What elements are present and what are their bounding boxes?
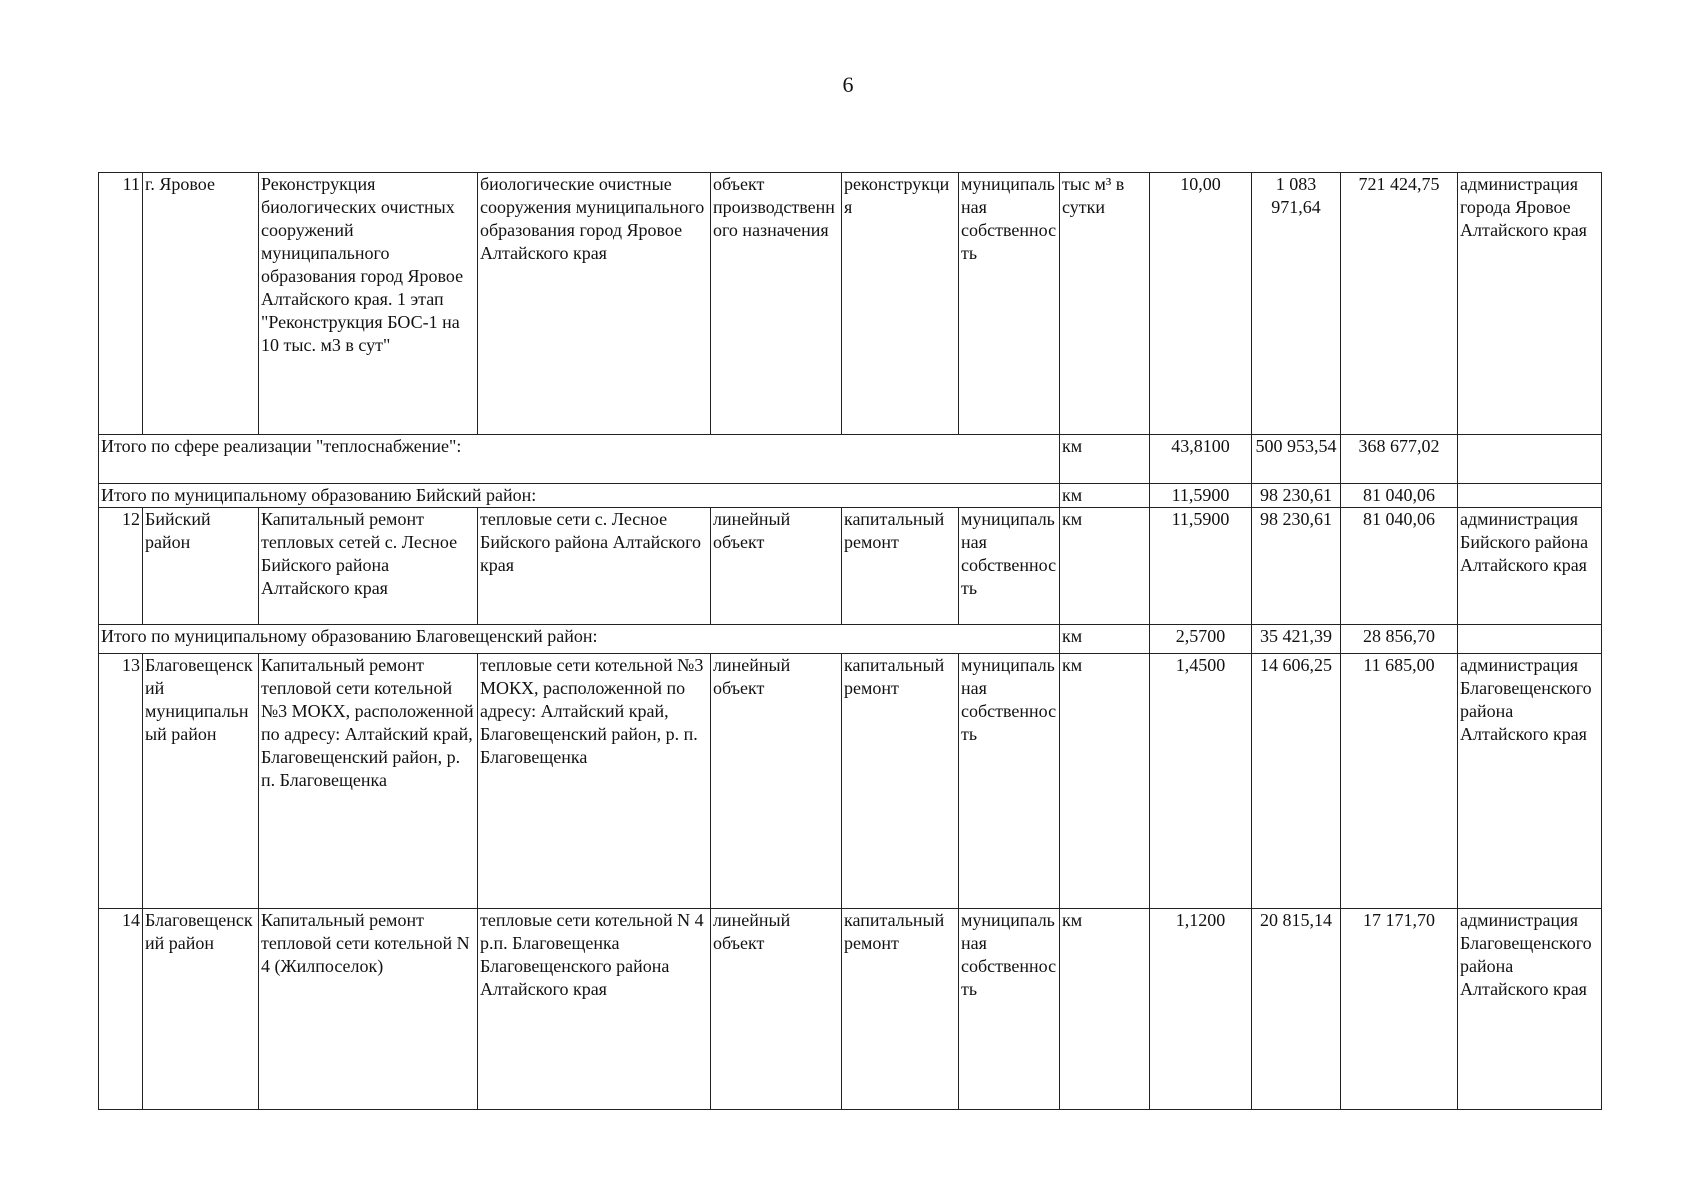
object-name-cell: биологические очистные сооружения муниципального образования город Яровое Алтайского края xyxy=(478,173,711,435)
total-unit: км xyxy=(1060,625,1150,654)
ownership-cell: муниципальная собственность xyxy=(959,173,1060,435)
object-type-cell: линейный объект xyxy=(711,654,842,909)
total-cost-total: 98 230,61 xyxy=(1252,484,1341,508)
capacity-cell: 1,1200 xyxy=(1150,909,1252,1110)
row-number: 13 xyxy=(99,654,143,909)
municipality-cell: Благовещенский муниципальный район xyxy=(143,654,259,909)
customer-cell: администрация Благовещенского района Алтайского края xyxy=(1458,909,1602,1110)
projects-table xyxy=(98,172,1602,1110)
project-name-cell: Капитальный ремонт тепловых сетей с. Лесное Бийского района Алтайского края xyxy=(259,508,478,625)
unit-cell: км xyxy=(1060,909,1150,1110)
cost-total-cell: 20 815,14 xyxy=(1252,909,1341,1110)
total-empty xyxy=(1458,484,1602,508)
total-row xyxy=(99,435,1602,484)
object-name-cell: тепловые сети с. Лесное Бийского района Алтайского края xyxy=(478,508,711,625)
object-type-cell: линейный объект xyxy=(711,909,842,1110)
ownership-cell: муниципальная собственность xyxy=(959,654,1060,909)
municipality-cell: Бийский район xyxy=(143,508,259,625)
work-type-cell: капитальный ремонт xyxy=(842,654,959,909)
total-capacity: 43,8100 xyxy=(1150,435,1252,484)
cost-budget-cell: 721 424,75 xyxy=(1341,173,1458,435)
total-row xyxy=(99,625,1602,654)
object-type-cell: объект производственного назначения xyxy=(711,173,842,435)
page-number: 6 xyxy=(842,72,854,97)
row-number: 11 xyxy=(99,173,143,435)
table-row xyxy=(99,909,1602,1110)
work-type-cell: капитальный ремонт xyxy=(842,909,959,1110)
row-number: 12 xyxy=(99,508,143,625)
work-type-cell: капитальный ремонт xyxy=(842,508,959,625)
total-row xyxy=(99,484,1602,508)
table-row xyxy=(99,508,1602,625)
total-label: Итого по муниципальному образованию Благовещенский район: xyxy=(99,625,1060,654)
capacity-cell: 10,00 xyxy=(1150,173,1252,435)
customer-cell: администрация города Яровое Алтайского края xyxy=(1458,173,1602,435)
unit-cell: км xyxy=(1060,508,1150,625)
unit-cell: км xyxy=(1060,654,1150,909)
cost-budget-cell: 11 685,00 xyxy=(1341,654,1458,909)
cost-budget-cell: 17 171,70 xyxy=(1341,909,1458,1110)
capacity-cell: 11,5900 xyxy=(1150,508,1252,625)
total-label: Итого по сфере реализации "теплоснабжение": xyxy=(99,435,1060,484)
table-row xyxy=(99,654,1602,909)
total-unit: км xyxy=(1060,484,1150,508)
unit-cell: тыс м³ в сутки xyxy=(1060,173,1150,435)
project-name-cell: Реконструкция биологических очистных сооружений муниципального образования город Яровое Алтайского края. 1 этап "Реконструкция БОС-1 на 10 тыс. м3 в сут" xyxy=(259,173,478,435)
capacity-cell: 1,4500 xyxy=(1150,654,1252,909)
total-label: Итого по муниципальному образованию Бийский район: xyxy=(99,484,1060,508)
customer-cell: администрация Бийского района Алтайского края xyxy=(1458,508,1602,625)
ownership-cell: муниципальная собственность xyxy=(959,508,1060,625)
object-name-cell: тепловые сети котельной N 4 р.п. Благовещенка Благовещенского района Алтайского края xyxy=(478,909,711,1110)
total-capacity: 11,5900 xyxy=(1150,484,1252,508)
total-empty xyxy=(1458,625,1602,654)
table-row xyxy=(99,173,1602,435)
cost-total-cell: 14 606,25 xyxy=(1252,654,1341,909)
work-type-cell: реконструкция xyxy=(842,173,959,435)
total-cost-total: 500 953,54 xyxy=(1252,435,1341,484)
cost-total-cell: 1 083 971,64 xyxy=(1252,173,1341,435)
row-number: 14 xyxy=(99,909,143,1110)
municipality-cell: Благовещенский район xyxy=(143,909,259,1110)
total-cost-total: 35 421,39 xyxy=(1252,625,1341,654)
project-name-cell: Капитальный ремонт тепловой сети котельной N 4 (Жилпоселок) xyxy=(259,909,478,1110)
total-empty xyxy=(1458,435,1602,484)
cost-total-cell: 98 230,61 xyxy=(1252,508,1341,625)
total-cost-budget: 81 040,06 xyxy=(1341,484,1458,508)
customer-cell: администрация Благовещенского района Алтайского края xyxy=(1458,654,1602,909)
municipality-cell: г. Яровое xyxy=(143,173,259,435)
project-name-cell: Капитальный ремонт тепловой сети котельной №3 МОКХ, расположенной по адресу: Алтайский край, Благовещенский район, р. п. Благовещенка xyxy=(259,654,478,909)
total-unit: км xyxy=(1060,435,1150,484)
cost-budget-cell: 81 040,06 xyxy=(1341,508,1458,625)
object-type-cell: линейный объект xyxy=(711,508,842,625)
ownership-cell: муниципальная собственность xyxy=(959,909,1060,1110)
total-cost-budget: 28 856,70 xyxy=(1341,625,1458,654)
total-capacity: 2,5700 xyxy=(1150,625,1252,654)
object-name-cell: тепловые сети котельной №3 МОКХ, расположенной по адресу: Алтайский край, Благовещенский район, р. п. Благовещенка xyxy=(478,654,711,909)
total-cost-budget: 368 677,02 xyxy=(1341,435,1458,484)
